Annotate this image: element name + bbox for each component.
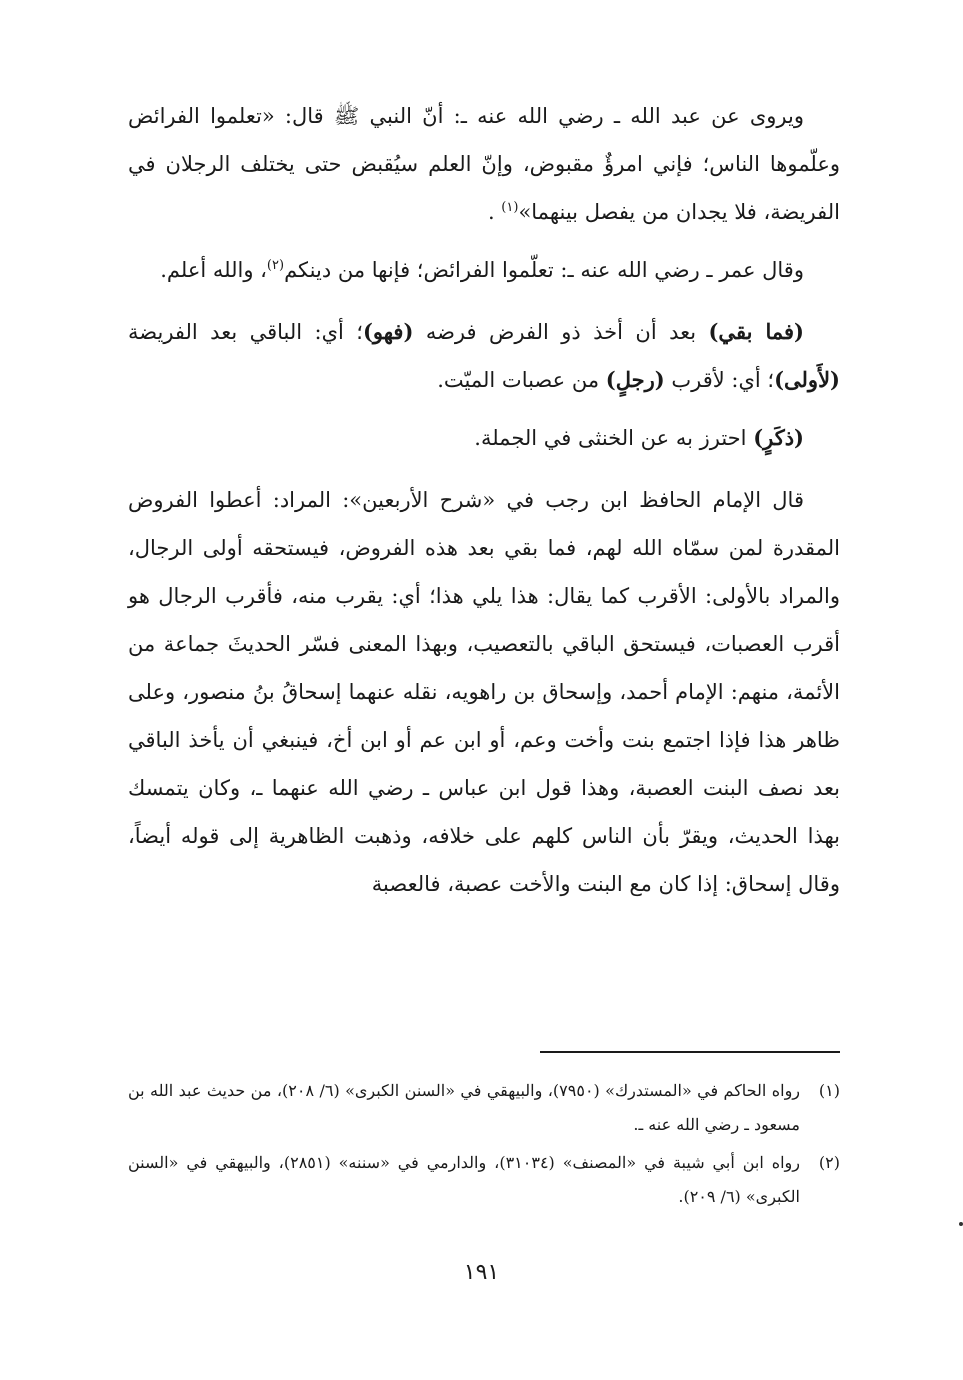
commentary-text: من عصبات الميّت.	[437, 368, 606, 392]
footnote-number: (٢)	[818, 1153, 840, 1172]
footnote-number: (١)	[818, 1081, 840, 1100]
matn-word: (فهو)	[362, 319, 414, 344]
paragraph-dhakar	[128, 414, 840, 462]
hadith-end: .	[487, 200, 502, 224]
scan-speck	[959, 1222, 963, 1226]
footnote-separator	[540, 1051, 840, 1053]
commentary-text: احترز به عن الخنثى في الجملة.	[474, 426, 754, 450]
matn-word: (لأَولى)	[774, 367, 840, 392]
matn-word: (ذكَرٍ)	[753, 425, 804, 450]
commentary-text: بعد أن أخذ ذو الفرض فرضه	[413, 320, 709, 344]
footnote-text: رواه الحاكم في «المستدرك» (٧٩٥٠)، والبيهقي في «السنن الكبرى» (٦/ ٢٠٨)، من حديث عبد الله بن مسعود ـ رضي الله عنه ـ.	[128, 1081, 801, 1134]
footnote-1	[128, 1074, 840, 1142]
matn-word: (رجلٍ)	[605, 367, 665, 392]
footnote-ref-1[interactable]: (١)	[501, 200, 519, 215]
footnote-text: رواه ابن أبي شيبة في «المصنف» (٣١٠٣٤)، والدارمي في «سننه» (٢٨٥١)، والبيهقي في «السنن الكبرى» (٦/ ٢٠٩).	[128, 1153, 801, 1206]
hadith-text: ويروى عن عبد الله ـ رضي الله عنه ـ: أنّ النبي ﷺ قال: «تعلموا الفرائض وعلّموها الناس؛ فإني امرؤٌ مقبوض، وإنّ العلم سيُقبض حتى يختلف الرجلان في الفريضة، فلا يجدان من يفصل بينهما»	[128, 104, 840, 224]
umar-end: ، والله أعلم.	[160, 258, 267, 282]
main-text	[128, 92, 840, 922]
commentary-text: ؛ أي: لأقرب	[664, 368, 775, 392]
paragraph-hadith	[128, 92, 840, 236]
footnote-ref-2[interactable]: (٢)	[266, 258, 285, 273]
paragraph-umar	[128, 246, 840, 294]
paragraph-ibn-rajab: قال الإمام الحافظ ابن رجب في «شرح الأربعين»: المراد: أعطوا الفروض المقدرة لمن سمّاه الله لهم، فما بقي بعد هذه الفروض، فيستحقه أولى الرجال، والمراد بالأولى: الأقرب كما يقال: هذا يلي هذا؛ أي: يقرب منه، فأقرب الرجال هو أقرب العصبات، فيستحق الباقي بالتعصيب، وبهذا المعنى فسّر الحديثَ جماعة من الأئمة، منهم: الإمام أحمد، وإسحاق بن راهويه، نقله عنهما إسحاقُ بنُ منصور، وعلى ظاهر هذا فإذا اجتمع بنت وأخت وعم، أو ابن عم أو ابن أخ، فينبغي أن يأخذ الباقي بعد نصف البنت العصبة، وهذا قول ابن عباس ـ رضي الله عنهما ـ، وكان يتمسك بهذا الحديث، ويقرّ بأن الناس كلهم على خلافه، وذهبت الظاهرية إلى قوله أيضاً، وقال إسحاق: إذا كان مع البنت والأخت عصبة، فالعصبة	[128, 488, 840, 896]
matn-word: (فما بقي)	[708, 319, 804, 344]
paragraph-commentary	[128, 308, 840, 404]
umar-text: وقال عمر ـ رضي الله عنه ـ: تعلّموا الفرائض؛ فإنها من دينكم	[284, 258, 804, 282]
footnotes	[128, 1074, 840, 1218]
footnote-2	[128, 1146, 840, 1214]
commentary-text: ؛ أي: الباقي بعد الفريضة	[128, 320, 363, 344]
page-number: ١٩١	[463, 1260, 500, 1285]
